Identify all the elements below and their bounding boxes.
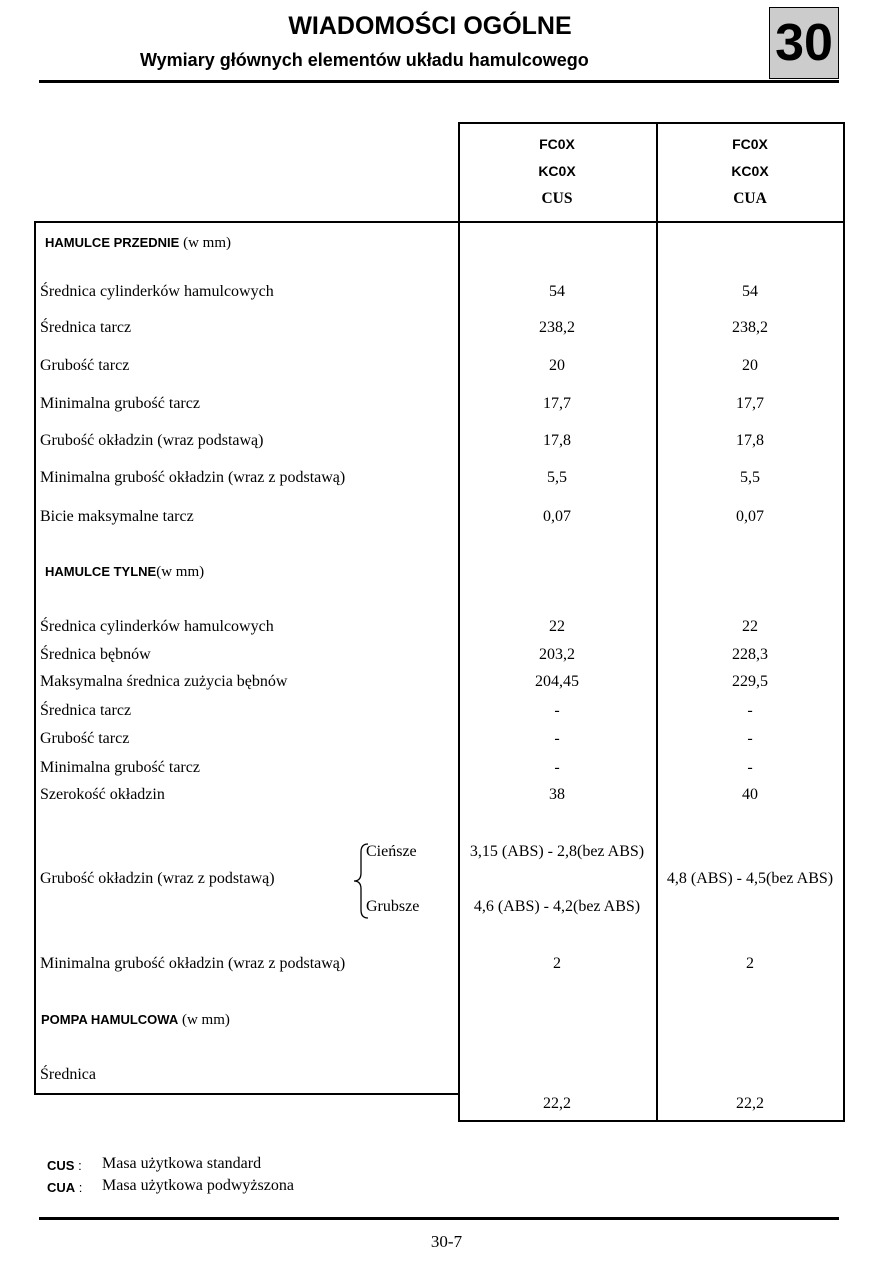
table-cell: -: [747, 702, 753, 719]
table-cell: 5,5: [547, 469, 567, 486]
table-cell: 22,2: [736, 1095, 764, 1112]
note-code-text: CUA: [47, 1180, 76, 1195]
table-cell: 22: [549, 618, 565, 635]
table-cell: 38: [549, 786, 565, 803]
col2-version: CUA: [733, 190, 767, 207]
table-cell: 20: [742, 357, 758, 374]
table-cell: 17,8: [736, 432, 764, 449]
table-cell: 40: [742, 786, 758, 803]
note-code-text: CUS: [47, 1158, 75, 1173]
table-row-label: Szerokość okładzin: [40, 786, 165, 803]
table-cell: 4,8 (ABS) - 4,5(bez ABS): [666, 870, 834, 887]
note-separator: :: [74, 1158, 82, 1173]
table-cell: 238,2: [732, 319, 768, 336]
thick-lining-label: Grubsze: [366, 898, 420, 915]
table-cell: -: [747, 759, 753, 776]
table-cell: 2: [553, 955, 561, 972]
table-cell: 2: [746, 955, 754, 972]
col1-model-1: FC0X: [539, 136, 575, 152]
note-code: [47, 1158, 82, 1173]
table-cell: 17,8: [543, 432, 571, 449]
table-cell: 54: [742, 283, 758, 300]
section-unit: (w mm): [179, 235, 232, 251]
table-cell: 0,07: [543, 508, 571, 525]
table-cell: -: [554, 759, 560, 776]
section-unit: (w mm): [178, 1012, 230, 1028]
section-heading: HAMULCE PRZEDNIE: [45, 235, 180, 250]
table-header-divider: [34, 221, 844, 223]
table-bottom-border: [458, 1120, 844, 1122]
table-row-label: Minimalna grubość okładzin (wraz z podstawą): [40, 469, 346, 486]
table-cell: 5,5: [740, 469, 760, 486]
chapter-badge: 30: [769, 7, 839, 79]
note-separator: :: [75, 1180, 83, 1195]
col1-model-2: KC0X: [538, 163, 576, 179]
col2-model-2: KC0X: [731, 163, 769, 179]
table-top-border: [458, 122, 844, 124]
note-code: [47, 1180, 82, 1195]
table-row-label: Minimalna grubość tarcz: [40, 395, 200, 412]
table-row-label: Średnica: [40, 1066, 96, 1083]
table-cell: 229,5: [732, 673, 768, 690]
col2-model-1: FC0X: [732, 136, 768, 152]
table-cell: -: [747, 730, 753, 747]
thin-lining-label: Cieńsze: [366, 843, 417, 860]
table-cell: -: [554, 702, 560, 719]
section-heading: HAMULCE TYLNE: [45, 564, 157, 579]
table-row-label: Średnica cylinderków hamulcowych: [40, 283, 274, 300]
table-row-label: Minimalna grubość tarcz: [40, 759, 200, 776]
table-cell: 22: [742, 618, 758, 635]
footer-rule: [39, 1217, 839, 1220]
label-bottom-border: [34, 1093, 458, 1095]
table-cell: 22,2: [543, 1095, 571, 1112]
table-cell: 20: [549, 357, 565, 374]
section-front-brakes: [45, 235, 231, 252]
section-unit: (w mm): [156, 564, 205, 580]
header-rule: [39, 80, 839, 83]
col1-version: CUS: [541, 190, 573, 207]
table-row-label: Minimalna grubość okładzin (wraz z podstawą): [40, 955, 346, 972]
table-cell: 203,2: [539, 646, 575, 663]
page-title: WIADOMOŚCI OGÓLNE: [288, 12, 572, 40]
table-row-label: Grubość okładzin (wraz z podstawą): [40, 870, 275, 887]
section-brake-pump: [41, 1012, 230, 1029]
section-rear-brakes: [45, 564, 204, 581]
table-row-label: Grubość tarcz: [40, 357, 130, 374]
note-text: Masa użytkowa standard: [102, 1155, 262, 1172]
table-right-border: [843, 122, 845, 1122]
table-cell: 204,45: [535, 673, 579, 690]
note-text: Masa użytkowa podwyższona: [102, 1177, 294, 1194]
table-row-label: Średnica bębnów: [40, 646, 151, 663]
table-cell: 54: [549, 283, 565, 300]
table-row-label: Grubość okładzin (wraz podstawą): [40, 432, 264, 449]
table-row-label: Średnica tarcz: [40, 702, 132, 719]
table-cell: 228,3: [732, 646, 768, 663]
page-number: 30-7: [430, 1232, 463, 1251]
table-row-label: Maksymalna średnica zużycia bębnów: [40, 673, 288, 690]
table-row-label: Bicie maksymalne tarcz: [40, 508, 194, 525]
table-cell: 3,15 (ABS) - 2,8(bez ABS): [469, 843, 645, 860]
table-cell: 0,07: [736, 508, 764, 525]
table-cell: -: [554, 730, 560, 747]
table-cell: 238,2: [539, 319, 575, 336]
table-cell: 17,7: [543, 395, 571, 412]
page-subtitle: Wymiary głównych elementów układu hamulcowego: [140, 50, 589, 70]
table-row-label: Średnica cylinderków hamulcowych: [40, 618, 274, 635]
table-cell: 4,6 (ABS) - 4,2(bez ABS): [473, 898, 641, 915]
table-left-border: [34, 221, 36, 1095]
section-heading: POMPA HAMULCOWA: [41, 1012, 179, 1027]
table-row-label: Grubość tarcz: [40, 730, 130, 747]
table-row-label: Średnica tarcz: [40, 319, 132, 336]
table-cell: 17,7: [736, 395, 764, 412]
